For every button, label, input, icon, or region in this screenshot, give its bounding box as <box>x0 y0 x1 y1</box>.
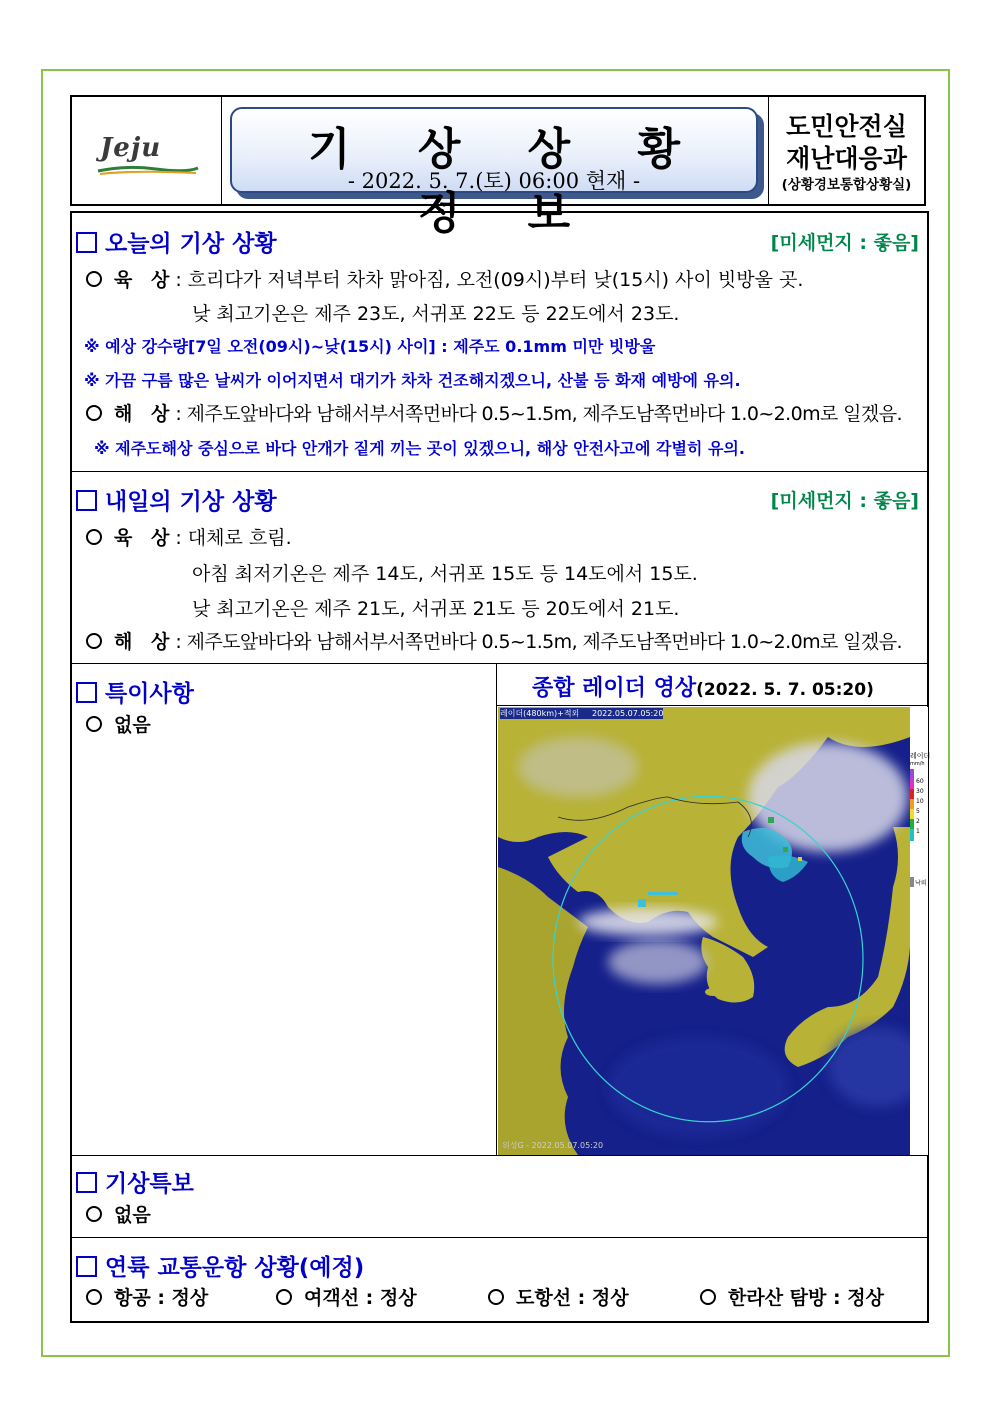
legend-value: 60 <box>916 778 924 785</box>
today-note-rain: ※ 예상 강수량[7일 오전(09시)~낮(15시) 사이] : 제주도 0.1mm 미만 빗방울 <box>84 337 656 356</box>
bullet-circle-icon <box>86 633 102 649</box>
bullet-circle-icon <box>86 271 102 287</box>
tomorrow-land-line: 육 상: 대체로 흐림. <box>86 523 292 550</box>
tomorrow-morning-temp: 아침 최저기온은 제주 14도, 서귀포 15도 등 14도에서 15도. <box>192 563 698 585</box>
tomorrow-dust-status: [미세먼지 : 좋음] <box>770 490 919 512</box>
radar-caption-top: 레이더(480km)+적외 2022.05.07.05:20 <box>500 709 664 718</box>
traffic-section-title: 연륙 교통운항 상황(예정) <box>76 1249 364 1282</box>
tomorrow-section-title: 내일의 기상 상황 <box>76 483 277 516</box>
checkbox-icon <box>76 1256 97 1277</box>
division-name: 재난대응과 <box>786 144 907 173</box>
title-cell <box>222 97 768 239</box>
legend-value: 1 <box>916 828 920 835</box>
radar-legend <box>910 707 931 1155</box>
today-note-fog: ※ 제주도해상 중심으로 바다 안개가 짙게 끼는 곳이 있겠으니, 해상 안전사고에 각별히 유의. <box>94 439 745 458</box>
checkbox-icon <box>76 232 97 253</box>
title-box <box>230 107 758 239</box>
today-sea-line: 해 상: 제주도앞바다와 남해서부서쪽먼바다 0.5~1.5m, 제주도남쪽먼바다 1.0~2.0m로 일겠음. <box>86 399 902 426</box>
divider-radar-title <box>496 705 927 706</box>
tomorrow-day-temp: 낮 최고기온은 제주 21도, 서귀포 21도 등 20도에서 21도. <box>192 598 680 620</box>
bullet-circle-icon <box>488 1289 504 1305</box>
today-land-line: 육 상: 흐리다가 저녁부터 차차 맑아짐, 오전(09시)부터 낮(15시) 사이 빗방울 곳. <box>86 265 803 292</box>
bullet-circle-icon <box>86 529 102 545</box>
tomorrow-sea-line: 해 상: 제주도앞바다와 남해서부서쪽먼바다 0.5~1.5m, 제주도남쪽먼바다 1.0~2.0m로 일겠음. <box>86 627 902 654</box>
legend-swatch <box>910 829 914 841</box>
bullet-circle-icon <box>86 405 102 421</box>
bullet-circle-icon <box>700 1289 716 1305</box>
checkbox-icon <box>76 682 97 703</box>
legend-swatch <box>910 769 914 779</box>
logo-cell <box>72 97 222 204</box>
legend-value: 30 <box>916 788 924 795</box>
jeju-logo: Jeju <box>100 133 162 163</box>
traffic-item-air: 항공 : 정상 <box>86 1283 208 1310</box>
lightning-swatch <box>910 877 914 887</box>
bullet-circle-icon <box>86 1289 102 1305</box>
legend-lightning: 낙뢰 <box>915 880 927 887</box>
warning-section-title: 기상특보 <box>76 1165 194 1198</box>
legend-swatch <box>910 789 914 799</box>
office-name: (상황경보통합상황실) <box>781 177 912 193</box>
report-date: - 2022. 5. 7.(토) 06:00 현재 - <box>347 169 641 193</box>
special-item: 없음 <box>86 710 151 737</box>
bullet-circle-icon <box>276 1289 292 1305</box>
bullet-circle-icon <box>86 1206 102 1222</box>
checkbox-icon <box>76 490 97 511</box>
legend-value: 2 <box>916 818 920 825</box>
legend-swatch <box>910 799 914 809</box>
special-section-title: 특이사항 <box>76 675 194 708</box>
report-body <box>70 211 929 1323</box>
radar-caption-bottom: 위성G - 2022.05.07.05:20 <box>502 1141 604 1150</box>
today-section-title: 오늘의 기상 상황 <box>76 225 277 258</box>
traffic-item-ferry: 여객선 : 정상 <box>276 1283 417 1310</box>
today-dust-status: [미세먼지 : 좋음] <box>770 232 919 254</box>
department-cell <box>768 97 924 204</box>
traffic-item-island-ferry: 도항선 : 정상 <box>488 1283 629 1310</box>
page-title: 기 상 상 황 정 보 <box>308 124 706 239</box>
legend-title: 레이더 <box>910 752 931 760</box>
divider-warning <box>72 1237 927 1238</box>
today-land-temp: 낮 최고기온은 제주 23도, 서귀포 22도 등 22도에서 23도. <box>192 303 680 325</box>
today-note-fire: ※ 가끔 구름 많은 날씨가 이어지면서 대기가 차차 건조해지겠으니, 산불 등 화재 예방에 유의. <box>84 371 741 390</box>
radar-image <box>498 707 910 1155</box>
legend-swatch <box>910 819 914 829</box>
legend-swatch <box>910 779 914 789</box>
legend-swatch <box>910 809 914 819</box>
bullet-circle-icon <box>86 716 102 732</box>
traffic-item-hallasan: 한라산 탐방 : 정상 <box>700 1283 884 1310</box>
radar-map-graphic <box>498 707 910 1155</box>
divider-special <box>72 1155 927 1156</box>
warning-item: 없음 <box>86 1200 151 1227</box>
legend-value: 10 <box>916 798 924 805</box>
legend-unit: mm/h <box>910 761 925 767</box>
legend-value: 5 <box>916 808 920 815</box>
checkbox-icon <box>76 1172 97 1193</box>
radar-title: 종합 레이더 영상(2022. 5. 7. 05:20) <box>532 676 874 701</box>
logo-swash-icon <box>96 165 200 175</box>
divider-tomorrow <box>72 663 927 664</box>
divider-radar <box>496 663 497 1155</box>
divider-today <box>72 471 927 472</box>
department-name: 도민안전실 <box>786 112 907 141</box>
header-table <box>70 95 926 239</box>
